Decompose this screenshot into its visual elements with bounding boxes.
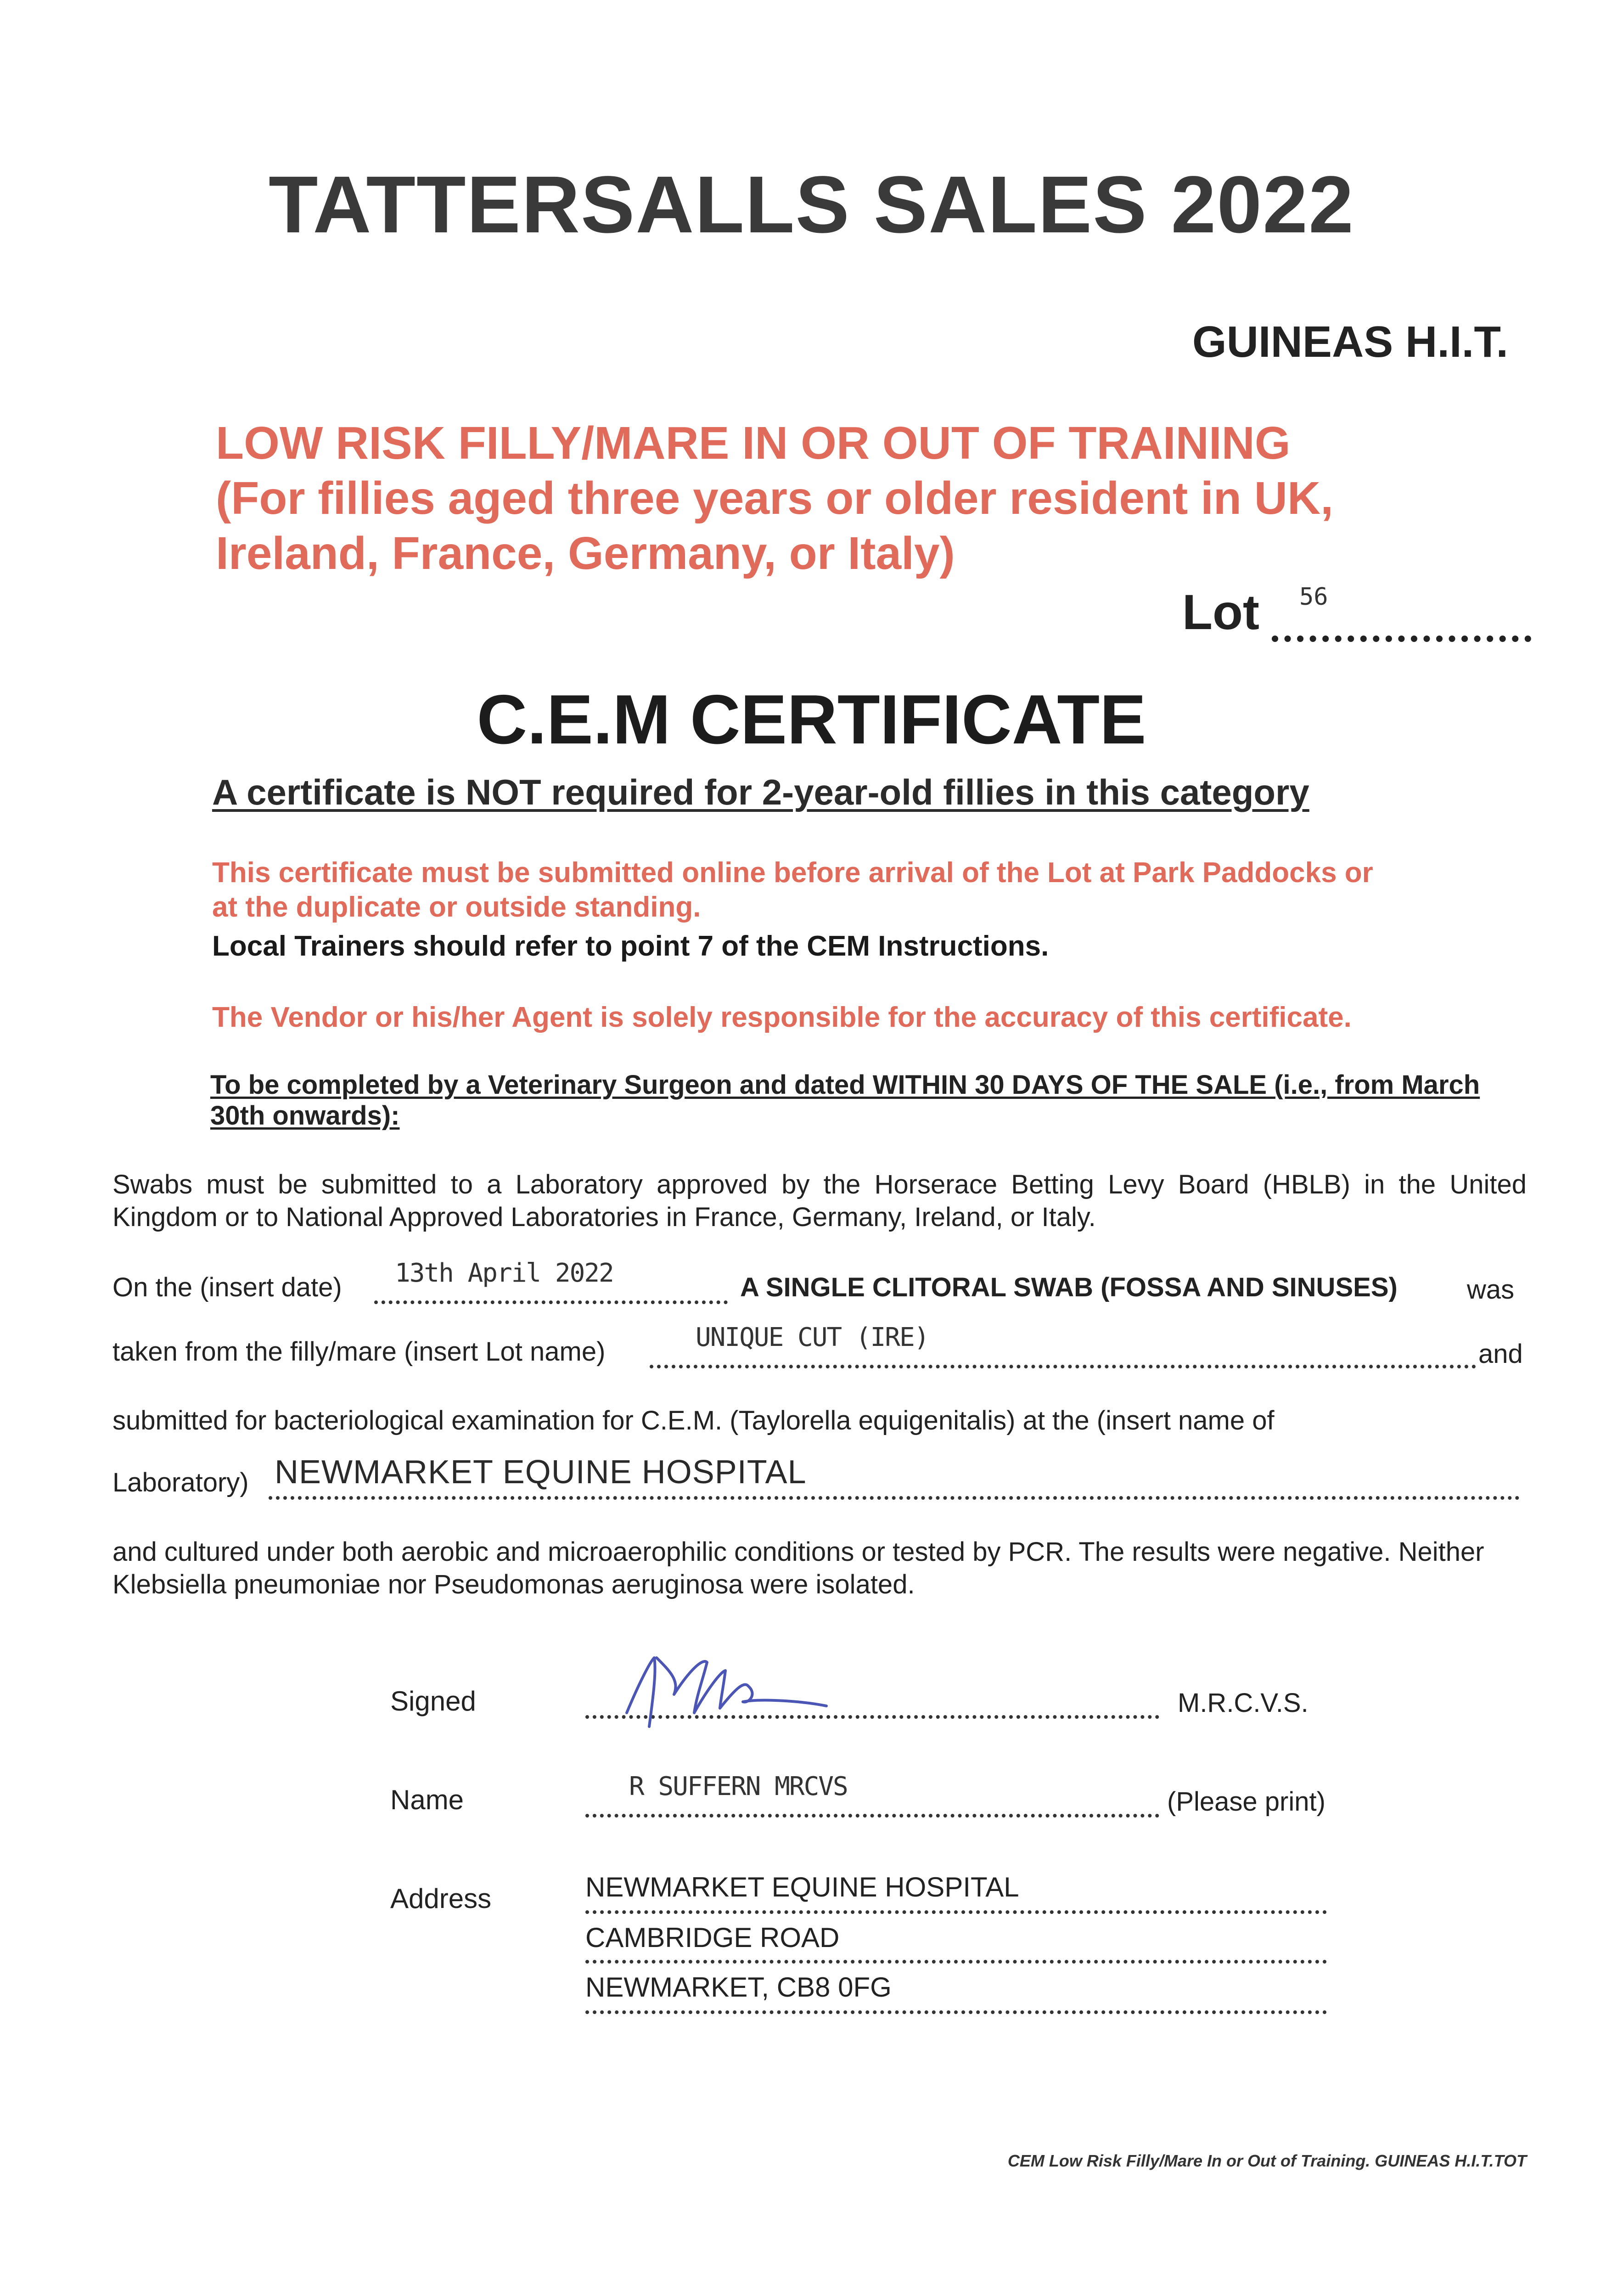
category-line-1: LOW RISK FILLY/MARE IN OR OUT OF TRAINING [216,417,1291,469]
was-text: was [1467,1275,1515,1305]
not-required-notice: A certificate is NOT required for 2-year-old fillies in this category [212,772,1309,812]
name-value: R SUFFERN MRCVS [629,1772,848,1801]
please-print-label: (Please print) [1167,1787,1325,1817]
lot-name-prefix: taken from the filly/mare (insert Lot name) [112,1337,606,1367]
swab-instructions: Swabs must be submitted to a Laboratory approved by the Horserace Betting Levy Board (HBLB) in the United Kingdom or to National Approved Laboratories in France, Germany, Ireland, or Italy. [112,1170,1527,1232]
certificate-title: C.E.M CERTIFICATE [477,681,1146,759]
submitted-text: submitted for bacteriological examination for C.E.M. (Taylorella equigenitalis) at the (insert name of [112,1406,1275,1435]
category-line-2: (For fillies aged three years or older resident in UK, [216,473,1333,524]
and-text: and [1478,1339,1523,1369]
date-field[interactable] [374,1300,728,1304]
signature-mark [611,1644,831,1736]
trainers-notice: Local Trainers should refer to point 7 of the CEM Instructions. [212,930,1049,962]
address-line-1: NEWMARKET EQUINE HOSPITAL [585,1872,1019,1902]
name-label: Name [390,1784,464,1815]
results-text: and cultured under both aerobic and microaerophilic conditions or tested by PCR. The results were negative. Neither Klebsiella pneumoniae nor Pseudomonas aeruginosa were isolated. [112,1537,1484,1599]
lot-name-value: UNIQUE CUT (IRE) [696,1322,929,1352]
date-prefix: On the (insert date) [112,1272,342,1302]
document-title: TATTERSALLS SALES 2022 [269,160,1354,250]
laboratory-value: NEWMARKET EQUINE HOSPITAL [275,1454,807,1491]
date-value: 13th April 2022 [395,1258,613,1288]
address-line-2: CAMBRIDGE ROAD [585,1922,840,1953]
sale-name: GUINEAS H.I.T. [1192,317,1508,366]
address-field-3[interactable] [585,2010,1327,2014]
category-line-3: Ireland, France, Germany, or Italy) [216,528,955,579]
submission-notice-line-1: This certificate must be submitted online before arrival of the Lot at Park Paddocks or [212,857,1373,889]
laboratory-prefix: Laboratory) [112,1468,249,1497]
laboratory-field[interactable] [269,1496,1520,1500]
address-label: Address [390,1883,492,1914]
footer-note: CEM Low Risk Filly/Mare In or Out of Training. GUINEAS H.I.T.TOT [1007,2151,1527,2170]
address-field-2[interactable] [585,1960,1327,1964]
responsibility-notice: The Vendor or his/her Agent is solely responsible for the accuracy of this certificate. [212,1002,1352,1033]
mrcvs-label: M.R.C.V.S. [1178,1688,1309,1718]
lot-number: 56 [1299,583,1328,611]
submission-notice-line-2: at the duplicate or outside standing. [212,891,701,923]
signed-label: Signed [390,1686,476,1716]
name-field[interactable] [585,1814,1159,1818]
address-field-1[interactable] [585,1910,1327,1914]
swab-type: A SINGLE CLITORAL SWAB (FOSSA AND SINUSES) [740,1272,1398,1302]
lot-label: Lot [1182,584,1259,640]
address-line-3: NEWMARKET, CB8 0FG [585,1972,892,2003]
completion-instructions: To be completed by a Veterinary Surgeon and dated WITHIN 30 DAYS OF THE SALE (i.e., from March 30th onwards): [210,1070,1480,1131]
lot-name-field[interactable] [650,1365,1476,1368]
